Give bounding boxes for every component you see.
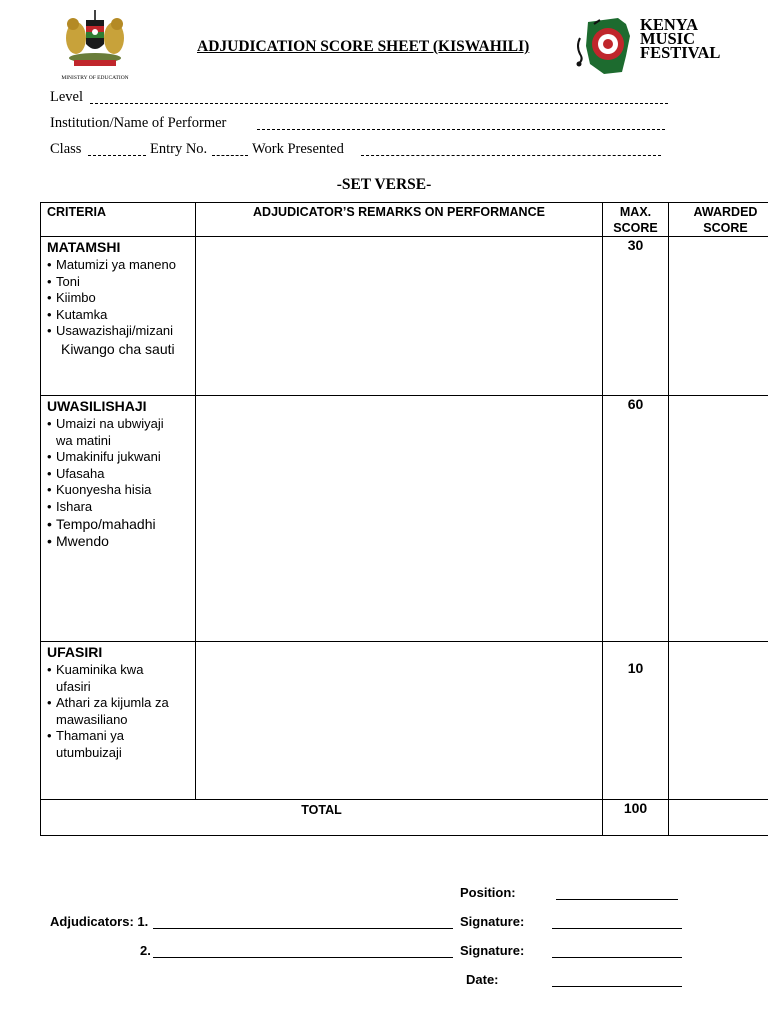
signature-2-input-line[interactable] xyxy=(552,957,682,958)
awarded-score-input-matamshi[interactable] xyxy=(669,237,768,396)
logo-caption: MINISTRY OF EDUCATION xyxy=(61,75,129,81)
total-row xyxy=(41,800,768,836)
kenya-music-festival-logo xyxy=(574,16,730,78)
class-input-line[interactable] xyxy=(88,155,146,156)
remarks-header: ADJUDICATOR’S REMARKS ON PERFORMANCE xyxy=(196,203,603,237)
remarks-input-matamshi[interactable] xyxy=(196,237,603,396)
signature-1-input-line[interactable] xyxy=(552,928,682,929)
list-item: • Umakinifu jukwani xyxy=(47,449,161,465)
position-input-line[interactable] xyxy=(556,899,678,900)
table-row xyxy=(41,642,768,800)
page-title: ADJUDICATION SCORE SHEET (KISWAHILI) xyxy=(197,38,530,55)
list-item: utumbuizaji xyxy=(56,744,122,760)
criteria-cell-ufasiri xyxy=(41,642,196,800)
logo-line-kenya: KENYA xyxy=(640,15,699,34)
level-label: Level xyxy=(50,89,84,105)
remarks-input-ufasiri[interactable] xyxy=(196,642,603,800)
list-item: • Ishara xyxy=(47,498,93,514)
date-label: Date: xyxy=(466,972,499,987)
max-score-matamshi: 30 xyxy=(603,237,669,396)
adjudicator-2-input-line[interactable] xyxy=(153,957,453,958)
table-header-row xyxy=(41,203,768,237)
list-item: • Kutamka xyxy=(47,306,108,322)
awarded-total-input[interactable] xyxy=(669,800,768,836)
institution-input-line[interactable] xyxy=(257,129,665,130)
awarded-score-input-ufasiri[interactable] xyxy=(669,642,768,800)
table-row xyxy=(41,237,768,396)
total-label: TOTAL xyxy=(41,800,603,836)
list-item: ufasiri xyxy=(56,678,91,694)
entry-no-input-line[interactable] xyxy=(212,155,248,156)
awarded-score-input-uwasilishaji[interactable] xyxy=(669,396,768,642)
criteria-extra: Kiwango cha sauti xyxy=(61,340,175,357)
list-item: • Athari za kijumla za xyxy=(47,695,169,711)
logo-line-music: MUSIC xyxy=(640,29,696,48)
list-item: • Umaizi na ubwiyaji xyxy=(47,416,164,431)
list-item: • Ufasaha xyxy=(47,465,105,481)
signature-2-label: Signature: xyxy=(460,943,525,958)
section-title: -SET VERSE- xyxy=(336,176,432,193)
coat-of-arms-logo xyxy=(56,8,134,81)
criteria-cell-matamshi xyxy=(41,237,196,396)
list-item: mawasiliano xyxy=(56,711,128,727)
max-score-ufasiri: 10 xyxy=(603,642,669,800)
kenya-coat-of-arms-icon xyxy=(56,8,134,70)
adjudicator-2-label: 2. xyxy=(140,943,151,958)
list-item: • Toni xyxy=(47,273,80,289)
table-row xyxy=(41,396,768,642)
logo-line-festival: FESTIVAL xyxy=(640,43,721,62)
awarded-score-header: AWARDED SCORE xyxy=(669,203,768,237)
list-item: • Thamani ya xyxy=(47,728,124,744)
list-item: • Kiimbo xyxy=(47,290,96,306)
max-score-uwasilishaji: 60 xyxy=(603,396,669,642)
remarks-input-uwasilishaji[interactable] xyxy=(196,396,603,642)
list-item: • Kuonyesha hisia xyxy=(47,482,152,498)
list-item: • Kuaminika kwa xyxy=(47,662,144,677)
category-uwasilishaji: UWASILISHAJI xyxy=(47,398,147,414)
adjudicator-1-input-line[interactable] xyxy=(153,928,453,929)
level-input-line[interactable] xyxy=(90,103,668,104)
date-input-line[interactable] xyxy=(552,986,682,987)
category-matamshi: MATAMSHI xyxy=(47,239,121,255)
adjudicator-1-label: Adjudicators: 1. xyxy=(50,914,149,929)
list-item: wa matini xyxy=(56,432,111,448)
position-label: Position: xyxy=(460,885,516,900)
list-item: • Mwendo xyxy=(47,533,109,550)
entry-no-label: Entry No. xyxy=(150,141,208,157)
criteria-cell-uwasilishaji xyxy=(41,396,196,642)
list-item: • Tempo/mahadhi xyxy=(47,515,156,532)
list-item: • Usawazishaji/mizani xyxy=(47,323,174,339)
category-ufasiri: UFASIRI xyxy=(47,644,103,660)
class-label: Class xyxy=(50,141,82,157)
criteria-header: CRITERIA xyxy=(41,203,196,237)
max-score-header: MAX. SCORE xyxy=(603,203,669,237)
total-score: 100 xyxy=(603,800,669,836)
kenya-music-festival-logo-icon xyxy=(574,16,644,78)
work-presented-input-line[interactable] xyxy=(361,155,661,156)
work-presented-label: Work Presented xyxy=(252,141,344,157)
score-table xyxy=(40,202,768,836)
institution-label: Institution/Name of Performer xyxy=(50,115,227,131)
list-item: • Matumizi ya maneno xyxy=(47,257,176,272)
signature-1-label: Signature: xyxy=(460,914,525,929)
